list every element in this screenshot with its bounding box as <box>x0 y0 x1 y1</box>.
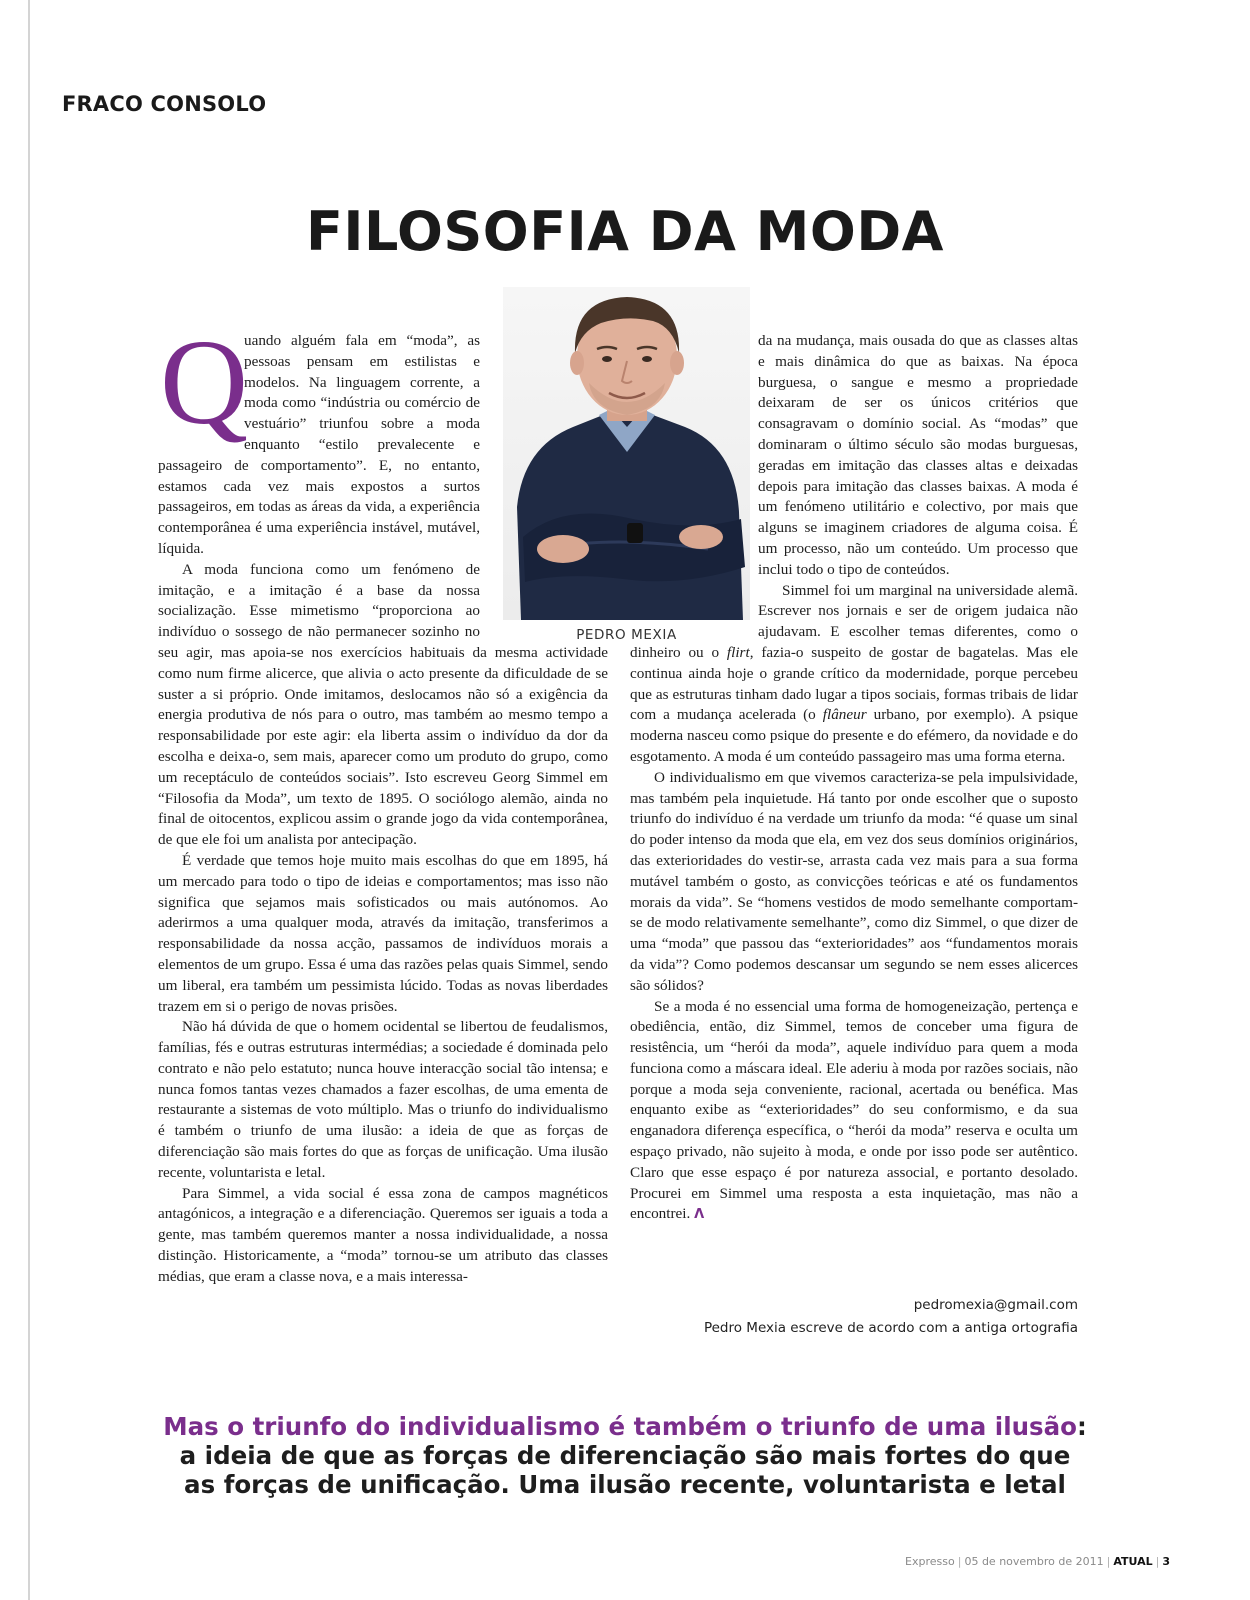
author-email[interactable]: pedromexia@gmail.com <box>913 1297 1078 1313</box>
photo-caption: PEDRO MEXIA <box>576 627 677 643</box>
article-paragraph: da na mudança, mais ousada do que as classes altas e mais dinâmica do que as baixas. Na época burguesa, o sangue e mesmo a propriedade deixaram de ser os únicos critérios que consagravam o domínio social. As “modas” que dominaram o último século são modas burguesas, geradas em imitação das classes altas e deixadas depois para imitação das classes baixas. A moda é um fenómeno utilitário e colectivo, por mais que alguns se imaginem criadores de alguma coisa. É um processo, não um conteúdo. Um processo que inclui todo o tipo de conteúdos. <box>758 332 1078 578</box>
section-label: FRACO CONSOLO <box>62 92 267 116</box>
text-run-italic: flirt <box>726 643 750 661</box>
article-paragraph: uando alguém fala em “moda”, as pessoas pensam em estilistas e modelos. Na linguagem corrente, a moda como “indústria ou comércio de vestuário” triunfou sobre a moda enquanto “estilo prevalecente e passageiro de comportamento”. E, no entanto, estamos cada vez mais expostos a surtos passageiros, em todas as áreas da vida, a experiência contemporânea é uma experiência instável, mutável, líquida. <box>158 332 480 557</box>
article-paragraph: É verdade que temos hoje muito mais escolhas do que em 1895, há um mercado para todo o tipo de ideias e comportamentos; mas isso não significa que sejamos mais sofisticados ou mais autónomos. Ao aderirmos a uma qualquer moda, através da imitação, transferimos a responsabilidade da nossa acção, passamos de indivíduos morais a elementos de um grupo. Essa é uma das razões pelas quais Simmel, sendo um liberal, era também um pessimista lúcido. Todas as novas liberdades trazem em si o perigo de novas prisões. <box>158 851 608 1015</box>
pull-quote-highlight: Mas o triunfo do individualismo é também o triunfo de uma ilusão <box>163 1412 1077 1441</box>
article-paragraph: O individualismo em que vivemos caracteriza-se pela impulsividade, mas também pela inquietude. Há tanto por onde escolher que o suposto triunfo do indivíduo é na verdade um triunfo da moda: “é quase um sinal do poder intenso da moda que ela, em vez dos seus domínios originários, das exterioridades do vestir-se, arrasta cada vez mais para a sua forma mutável também o gosto, as convicções teóricas e até os fundamentos morais da vida”. Se “homens vestidos de modo semelhante comportam-se de modo relativamente semelhante”, como diz Simmel, o que dizer de uma “moda” que passou das “exterioridades” aos “fundamentos morais da vida”? Como podemos descansar um segundo se nem esses alicerces são sólidos? <box>630 768 1078 994</box>
photo-space-left <box>480 331 608 639</box>
article-paragraph: Para Simmel, a vida social é essa zona de campos magnéticos antagónicos, a integração e a diferenciação. Queremos ser iguais a toda a gente, mas também queremos manter a nossa individualidade, a nossa distinção. Historicamente, a “moda” tornou-se um atributo das classes médias, que eram a classe nova, e a mais interessa- <box>158 1184 608 1285</box>
footer-magazine: ATUAL <box>1113 1555 1153 1568</box>
pull-quote-line: as forças de unificação. Uma ilusão recente, voluntarista e letal <box>184 1470 1066 1499</box>
pull-quote-colon: : <box>1077 1412 1087 1441</box>
article-paragraph <box>630 997 1078 1227</box>
article-right-column <box>630 331 1078 1226</box>
text-run: urbano, por exemplo). A psique moderna nasceu como psique do presente e do efémero, da novidade e do esgotamento. A moda é um conteúdo passageiro mas uma forma eterna. <box>630 706 1078 765</box>
end-of-article-mark: Λ <box>694 1207 705 1223</box>
pull-quote-line: a ideia de que as forças de diferenciação são mais fortes do que <box>179 1441 1071 1470</box>
footer-date: 05 de novembro de 2011 <box>964 1555 1104 1568</box>
page-footer <box>905 1555 1170 1568</box>
article-headline: FILOSOFIA DA MODA <box>306 200 944 263</box>
drop-cap: Q <box>160 315 249 450</box>
footer-separator: | <box>957 1555 962 1568</box>
page-number: 3 <box>1162 1555 1170 1568</box>
article-paragraph: Não há dúvida de que o homem ocidental se libertou de feudalismos, famílias, fés e outras estruturas intermédias; a sociedade é dominada pelo contrato e não pelo estatuto; nunca houve interacção social tão intensa; e nunca fomos tantas vezes chamados a fazer escolhas, de uma ementa de restaurante a sistemas de voto múltiplo. Mas o triunfo do individualismo é também o triunfo de uma ilusão: a ideia de que as forças de diferenciação são mais fortes do que as forças de unificação. Uma ilusão recente, voluntarista e letal. <box>158 1018 608 1181</box>
author-note: Pedro Mexia escreve de acordo com a antiga ortografia <box>703 1320 1078 1336</box>
pull-quote <box>140 1412 1110 1499</box>
article-paragraph: A moda funciona como um fenómeno de imitação, e a imitação é a base da nossa socialização. Esse mimetismo “proporciona ao indivíduo o sossego de não permanecer sozinho no seu agir, mas apoia-se nos exercícios habituais da mesma actividade como num firme alicerce, que alivia o acto presente da dificuldade de se suster a si próprio. Onde imitamos, deslocamos não só a exigência da energia produtiva de nós para o outro, mas também ao mesmo tempo a responsabilidade por este agir: ela liberta assim o indivíduo da dor da escolha e deixa-o, sem mais, aparecer como um produto do grupo, como um receptáculo de conteúdos sociais”. Isto escreveu Georg Simmel em “Filosofia da Moda”, um texto de 1895. O sociólogo alemão, ainda no final de oitocentos, explicou assim o grande jogo da vida contemporânea, de que ele foi um analista por antecipação. <box>158 560 608 849</box>
text-run: Se a moda é no essencial uma forma de homogeneização, pertença e obediência, então, diz Simmel, temos de conceber uma figura de resistência, um “herói da moda”, aquele indivíduo para quem a moda funciona como a máscara ideal. Ele aderiu à moda por razões sociais, não porque a moda seja conveniente, racional, acertada ou benéfica. Mas enquanto exibe as “exterioridades” do seu conformismo, e da sua enganadora diferença específica, o “herói da moda” reserva e oculta um espaço privado, não sujeito à moda, e onde por isso pode ser autêntico. Claro que esse espaço é por natureza associal, e portanto desolado. Procurei em Simmel uma resposta a esta inquietação, mas não a encontrei. <box>630 997 1078 1223</box>
text-run-italic: flâneur <box>822 706 867 724</box>
article-left-column <box>158 315 608 1288</box>
photo-space-right <box>630 331 758 639</box>
footer-separator: | <box>1155 1555 1160 1568</box>
text-run: Simmel foi um marginal na universidade alemã. Escrever nos jornais e ser de origem judaica não ajudavam. E escolher temas diferentes, como o dinheiro ou o <box>630 581 1078 661</box>
footer-publication: Expresso <box>905 1555 955 1568</box>
text-run: , fazia-o suspeito de gostar de bagatelas. Mas ele continua ainda hoje o grande crítico da modernidade, porque percebeu que as estruturas tinham dado lugar a tipos sociais, formas tribais de lidar com a mudança acelerada (o <box>630 643 1078 724</box>
footer-separator: | <box>1106 1555 1111 1568</box>
